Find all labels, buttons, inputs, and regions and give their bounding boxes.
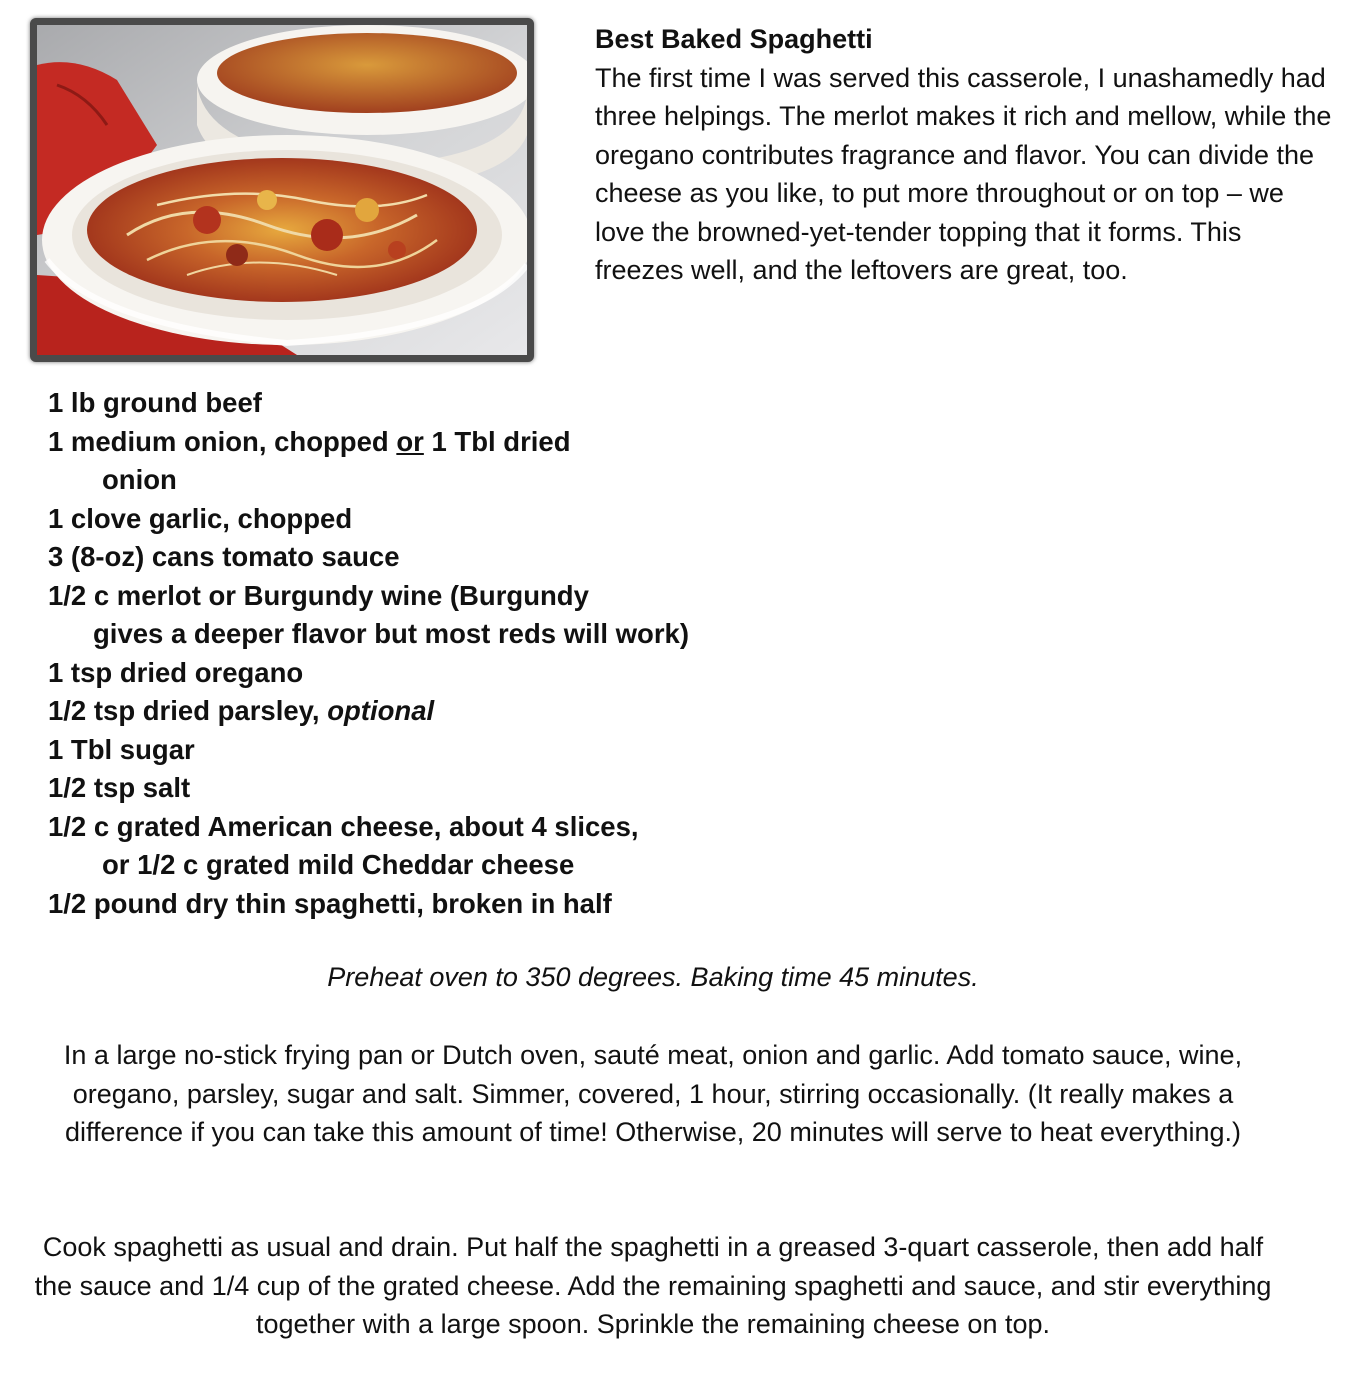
ingredient-text: 1 clove garlic, chopped bbox=[48, 502, 353, 534]
ingredient-text: 1/2 tsp dried parsley, bbox=[48, 695, 328, 726]
directions-step-1: In a large no-stick frying pan or Dutch oven, sauté meat, onion and garlic. Add tomato sauce, wine, oregano, parsley, sugar and salt. Simmer, covered, 1 hour, stirring occasionally. (It really makes a difference if you can take this amount of time! Otherwise, 20 minutes will serve to heat everything.) bbox=[63, 1040, 1243, 1147]
ingredient-item bbox=[48, 885, 948, 924]
ingredient-text: 1 tsp dried oregano bbox=[48, 656, 304, 688]
ingredient-item bbox=[48, 384, 948, 423]
recipe-title: Best Baked Spaghetti bbox=[595, 24, 873, 54]
ingredient-continuation: onion bbox=[102, 464, 177, 495]
ingredient-text: 1 Tbl dried bbox=[423, 425, 571, 457]
ingredient-item bbox=[48, 808, 948, 885]
directions-step-2: Cook spaghetti as usual and drain. Put half the spaghetti in a greased 3-quart casserole, then add half the sauce and 1/4 cup of the grated cheese. Add the remaining spaghetti and sauce, and stir everything together with a large spoon. Sprinkle the remaining cheese on top. bbox=[34, 1232, 1272, 1339]
ingredient-item bbox=[48, 654, 948, 693]
ingredient-list bbox=[48, 384, 948, 923]
ingredient-text: 1 Tbl sugar bbox=[48, 733, 195, 765]
preheat-note: Preheat oven to 350 degrees. Baking time 45 minutes. bbox=[327, 962, 979, 992]
recipe-description: The first time I was served this casserole, I unashamedly had three helpings. The merlot makes it rich and mellow, while the oregano contributes fragrance and flavor. You can divide the cheese as you like, to put more throughout or on top – we love the browned-yet-tender topping that it forms. This freezes well, and the leftovers are great, too. bbox=[595, 62, 1332, 285]
recipe-intro bbox=[595, 20, 1335, 290]
ingredient-item bbox=[48, 731, 948, 770]
recipe-photo bbox=[30, 18, 534, 362]
ingredient-text: 1 medium onion, chopped bbox=[48, 425, 397, 457]
ingredient-item bbox=[48, 538, 948, 577]
ingredient-item bbox=[48, 423, 948, 500]
ingredient-text: 1 lb ground beef bbox=[48, 387, 262, 418]
baked-spaghetti-photo-icon bbox=[37, 25, 527, 355]
ingredient-text: 1/2 tsp salt bbox=[48, 772, 191, 803]
ingredient-item bbox=[48, 769, 948, 808]
ingredient-item bbox=[48, 692, 948, 731]
ingredient-continuation: or 1/2 c grated mild Cheddar cheese bbox=[102, 849, 575, 880]
ingredient-item bbox=[48, 577, 948, 654]
ingredient-text: 3 (8-oz) cans tomato sauce bbox=[48, 541, 400, 572]
ingredient-text: 1/2 c grated American cheese, about 4 slices, bbox=[48, 810, 639, 842]
ingredient-text: 1/2 c merlot or Burgundy wine (Burgundy bbox=[48, 579, 589, 611]
ingredient-underlined-word: or bbox=[396, 425, 424, 457]
ingredient-italic-note: optional bbox=[327, 695, 435, 726]
ingredient-item bbox=[48, 500, 948, 539]
ingredient-continuation: gives a deeper flavor but most reds will work) bbox=[93, 618, 690, 649]
ingredient-text: 1/2 pound dry thin spaghetti, broken in half bbox=[48, 887, 612, 919]
